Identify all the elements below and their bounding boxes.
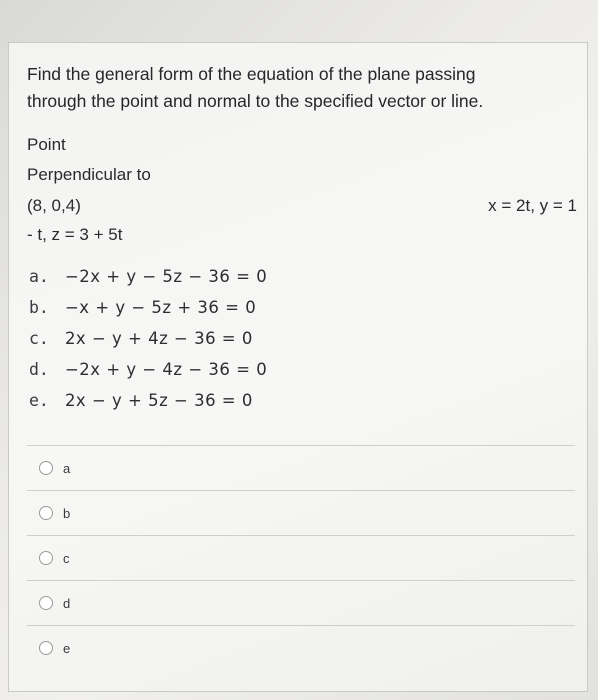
perpendicular-label: Perpendicular to [27, 165, 151, 184]
radio-button-a[interactable] [39, 461, 53, 475]
option-a[interactable] [27, 445, 575, 490]
choice-equation: 2x − y + 5z − 36 = 0 [64, 391, 253, 410]
option-label-c: c [63, 550, 70, 566]
line-equation-continued: - t, z = 3 + 5t [27, 225, 123, 244]
option-label-a: a [63, 460, 71, 476]
question-line-2: through the point and normal to the specified vector or line. [27, 91, 484, 111]
choice-a [29, 261, 267, 292]
radio-button-b[interactable] [39, 506, 53, 520]
choice-d [29, 354, 267, 385]
radio-button-d[interactable] [39, 596, 53, 610]
radio-options [27, 445, 575, 670]
choice-letter: d. [29, 360, 49, 379]
option-label-b: b [63, 505, 71, 521]
answer-choices-list [29, 261, 267, 416]
choice-letter: c. [29, 329, 49, 348]
choice-b [29, 292, 267, 323]
choice-letter: b. [29, 298, 49, 317]
choice-equation: 2x − y + 4z − 36 = 0 [64, 329, 253, 348]
option-c[interactable] [27, 535, 575, 580]
choice-letter: e. [29, 391, 49, 410]
option-label-d: d [63, 595, 71, 611]
choice-e [29, 385, 267, 416]
option-e[interactable] [27, 625, 575, 670]
line-equation-right: x = 2t, y = 1 [488, 196, 577, 215]
choice-equation: −2x + y − 4z − 36 = 0 [64, 360, 268, 379]
option-label-e: e [63, 640, 71, 656]
point-label: Point [27, 135, 66, 154]
option-b[interactable] [27, 490, 575, 535]
question-line-1: Find the general form of the equation of the plane passing [27, 64, 476, 84]
choice-equation: −2x + y − 5z − 36 = 0 [64, 267, 268, 286]
choice-letter: a. [29, 267, 49, 286]
radio-button-e[interactable] [39, 641, 53, 655]
question-text [27, 61, 567, 115]
option-d[interactable] [27, 580, 575, 625]
choice-equation: −x + y − 5z + 36 = 0 [64, 298, 257, 317]
question-card [8, 42, 588, 692]
radio-button-c[interactable] [39, 551, 53, 565]
point-value: (8, 0,4) [27, 196, 81, 215]
choice-c [29, 323, 267, 354]
